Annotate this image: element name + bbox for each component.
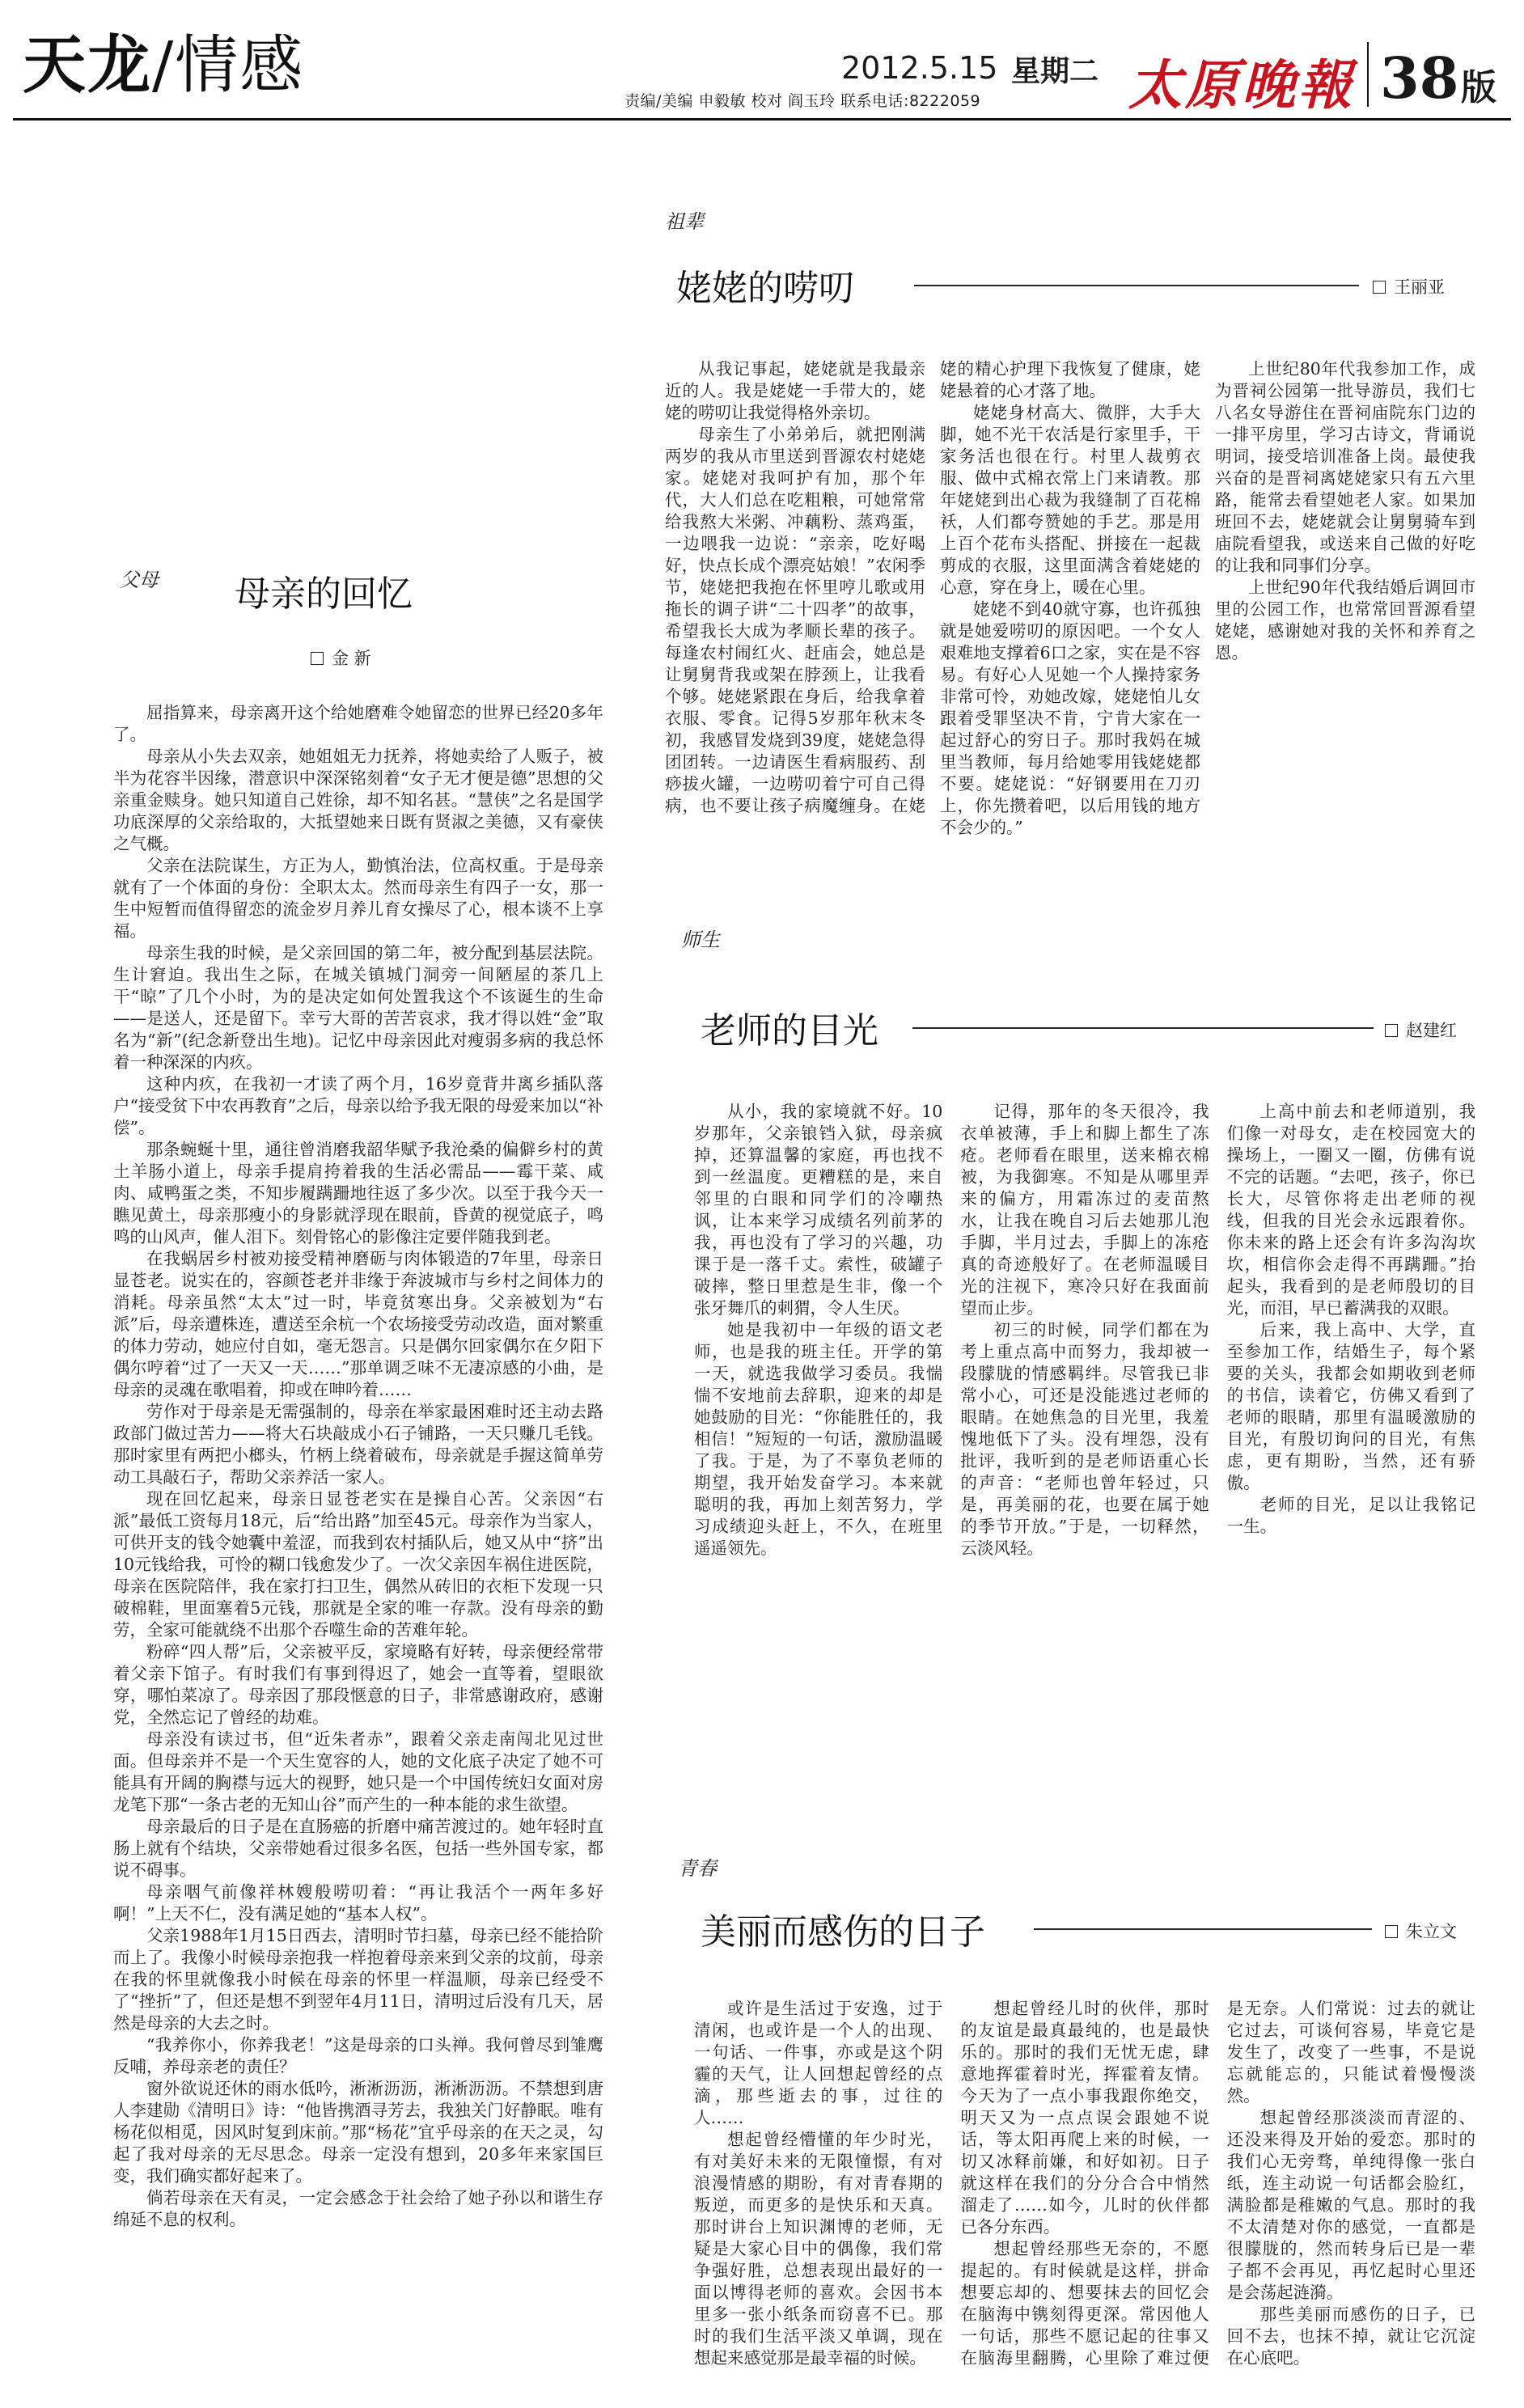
teacher-title: 老师的目光	[701, 1010, 878, 1052]
grandma-title-rule	[914, 285, 1359, 286]
mother-paragraph: 劳作对于母亲是无需强制的，母亲在举家最困难时还主动去路政部门做过苦力——将大石块敲成小石子铺路，一天只赚几毛钱。那时家里有两把小榔头，竹柄上绕着破布，母亲就是手握这简单劳动工具敲石子，帮助父亲养活一家人。	[113, 1402, 603, 1487]
mother-paragraph: 那条蜿蜒十里，通往曾消磨我韶华赋予我沧桑的偏僻乡村的黄土羊肠小道上，母亲手提肩挎着我的生活必需品——霉干菜、咸肉、咸鸭蛋之类，不知步履蹒跚地往返了多少次。以至于我今天一瞧见黄土，母亲那瘦小的身影就浮现在眼前，昏黄的视觉底子，鸣鸣的山风声，催人泪下。刻骨铭心的影像注定要伴随我到老。	[113, 1140, 603, 1246]
mother-body	[113, 702, 603, 2360]
teacher-paragraph: 从小，我的家境就不好。10岁那年，父亲锒铛入狱，母亲疯掉，还算温馨的家庭，再也找不到一丝温度。更糟糕的是，来自邻里的白眼和同学们的冷嘲热讽，让本来学习成绩名列前茅的我，再也没有了学习的兴趣，功课于是一落千丈。索性，破罐子破摔，整日里惹是生非，像一个张牙舞爪的刺猬，令人生厌。	[694, 1102, 943, 1318]
grandma-body	[665, 358, 1475, 845]
section-title	[23, 28, 305, 102]
youth-paragraph: 想起曾经懵懂的年少时光，有对美好未来的无限憧憬，有对浪漫情感的期盼，有对青春期的叛逆，而更多的是快乐和天真。那时讲台上知识渊博的老师，无疑是大家心目中的偶像，我们常争强好胜，总想表现出最好的一面以博得老师的喜欢。会因书本里多一张小纸条而窃喜不已。那时的我们生活平淡又单调，现在想起来感觉那是最幸福的时候。	[694, 2130, 943, 2368]
mother-paragraph: 粉碎“四人帮”后，父亲被平反，家境略有好转，母亲便经常带着父亲下馆子。有时我们有事到得迟了，她会一直等着，望眼欲穿，哪怕菜凉了。母亲因了那段惬意的日子，非常感谢政府，感谢党，全然忘记了曾经的劫难。	[113, 1642, 603, 1727]
mother-kicker: 父母	[120, 569, 159, 591]
youth-title: 美丽而感伤的日子	[701, 1911, 985, 1953]
youth-paragraph: 想起曾经那淡淡而青涩的、还没来得及开始的爱恋。那时的我们心无旁骛，单纯得像一张白纸，连主动说一句话都会脸红，满脸都是稚嫩的气息。那时的我不太清楚对你的感觉，一直都是很朦胧的，然而转身后已是一辈子都不会再见，再忆起时心里还是会荡起涟漪。	[1226, 2108, 1475, 2302]
section-slash: /	[152, 29, 176, 102]
grandma-paragraph: 上世纪90年代我结婚后调回市里的公园工作，也常常回晋源看望姥姥，感谢她对我的关怀和养育之恩。	[1215, 578, 1475, 662]
teacher-paragraph: 初三的时候，同学们都在为考上重点高中而努力，我却被一段朦胧的情感羁绊。尽管我已非常小心，可还是没能逃过老师的眼睛。在她焦急的目光里，我羞愧地低下了头。没有埋怨，没有批评，我听到的是老师语重心长的声音：“老师也曾年轻过，只是，再美丽的花，也要在属于她的季节开放。”于是，一切释然，云淡风轻。	[960, 1320, 1209, 1558]
mother-paragraph: 母亲咽气前像祥林嫂般唠叨着：“再让我活个一两年多好啊！”上天不仁，没有满足她的“基本人权”。	[113, 1882, 603, 1923]
grandma-kicker: 祖辈	[665, 210, 704, 233]
teacher-author: 赵建红	[1406, 1021, 1457, 1040]
issue-date: 2012.5.15	[841, 50, 998, 86]
teacher-paragraph: 老师的目光，足以让我铭记一生。	[1226, 1495, 1475, 1536]
mother-paragraph: 母亲最后的日子是在直肠癌的折磨中痛苦渡过的。她年轻时直肠上就有个结块，父亲带她看过很多名医，包括一些外国专家，都说不碍事。	[113, 1817, 603, 1880]
page-number-suffix: 版	[1461, 67, 1496, 108]
mother-paragraph: “我养你小，你养我老！”这是母亲的口头禅。我何曾尽到雏鹰反哺，养母亲老的责任？	[113, 2035, 603, 2076]
editor-credits: 责编/美编 申毅敏 校对 阎玉玲 联系电话:8222059	[624, 92, 981, 110]
section-name: 天龙	[23, 28, 153, 102]
teacher-title-rule	[912, 1027, 1374, 1029]
mother-paragraph: 父亲1988年1月15日西去，清明时节扫墓，母亲已经不能拾阶而上了。我像小时候母亲抱我一样抱着母亲来到父亲的坟前，母亲在我的怀里就像我小时候在母亲的怀里一样温顺，母亲已经受不了“挫折”了，但还是想不到翌年4月11日，清明过后没有几天，居然是母亲的大去之时。	[113, 1926, 603, 2033]
mother-title: 母亲的回忆	[235, 573, 413, 615]
teacher-paragraph: 她是我初中一年级的语文老师，也是我的班主任。开学的第一天，就选我做学习委员。我惴惴不安地前去辞职，迎来的却是她鼓励的目光：“你能胜任的，我相信！”短短的一句话，激励温暖了我。于是，为了不辜负老师的期望，我开始发奋学习。本来就聪明的我，再加上刻苦努力，学习成绩迎头赶上，不久，在班里遥遥领先。	[694, 1320, 943, 1558]
byline-box-icon	[1385, 1925, 1398, 1938]
mother-paragraph: 母亲生我的时候，是父亲回国的第二年，被分配到基层法院。生计窘迫。我出生之际，在城关镇城门洞旁一间陋屋的茶几上干“晾”了几个小时，为的是决定如何处置我这个不该诞生的生命——是送人，还是留下。幸亏大哥的苦苦哀求，我才得以姓“金”取名为“新”(纪念新登出生地)。记忆中母亲因此对瘦弱多病的我总怀着一种深深的内疚。	[113, 943, 603, 1072]
grandma-paragraph: 母亲生了小弟弟后，就把刚满两岁的我从市里送到晋源农村姥姥家。姥姥对我呵护有加，那个年代，大人们总在吃粗粮，可她常常给我熬大米粥、冲藕粉、蒸鸡蛋，一边喂我一边说：“亲亲，吃好喝好，快点长成个漂亮姑娘！”农闲季节，姥姥把我抱在怀里哼儿歌或用拖长的调子讲“二十四孝”的故事，希望我长大成为孝顺长辈的孩子。每逢农村闹红火、赶庙会，她总是让舅舅背我或架在脖颈上，让我看个够。姥姥紧跟在身后，给我拿着衣服、零食。记得5岁那年秋末冬初，我感冒发烧到39度，姥姥急得团团转。一边请医生看病服药、刮痧拔火罐，一边唠叨着宁可自己得病，也不要让孩子病魔缠身。在姥姥的精心护理下我恢复了健康，姥姥悬着的心才落了地。	[665, 359, 1200, 815]
teacher-paragraph: 后来，我上高中、大学，直至参加工作，结婚生子，每个紧要的关头，我都会如期收到老师的书信，读着它，仿佛又看到了老师的眼睛，那里有温暖激励的目光，有殷切询问的目光，有焦虑，更有期盼，当然，还有骄傲。	[1226, 1320, 1475, 1492]
mother-paragraph: 窗外欲说还休的雨水低吟，淅淅沥沥，淅淅沥沥。不禁想到唐人李建勋《清明日》诗：“他皆携酒寻芳去，我独关门好静眠。唯有杨花似相觅，因风时复到床前。”那“杨花”宜乎母亲的在天之灵，勾起了我对母亲的无尽思念。母亲一定没有想到，20多年来家国巨变，我们确实都好起来了。	[113, 2079, 603, 2186]
mother-paragraph: 父亲在法院谋生，方正为人，勤慎治法，位高权重。于是母亲就有了一个体面的身份：全职太太。然而母亲生有四子一女，那一生中短暂而值得留恋的流金岁月养儿育女操尽了心，根本谈不上享福。	[113, 856, 603, 941]
mother-paragraph: 屈指算来，母亲离开这个给她磨难令她留恋的世界已经20多年了。	[113, 703, 603, 744]
mother-paragraph: 在我蜗居乡村被劝接受精神磨砺与肉体锻造的7年里，母亲日显苍老。说实在的，容颜苍老并非缘于奔波城市与乡村之间体力的消耗。母亲虽然“太太”过一时，毕竟贫寒出身。父亲被划为“右派”后，母亲遭株连，遭送至余杭一个农场接受劳动改造，面对繁重的体力劳动，她应付自如，毫无怨言。只是偶尔回家偶尔在夕阳下偶尔哼着“过了一天又一天……”那单调乏味不无凄凉感的小曲，是母亲的灵魂在歌唱着，抑或在呻吟着……	[113, 1249, 603, 1399]
subsection-name: 情感	[175, 29, 305, 102]
grandma-paragraph: 上世纪80年代我参加工作，成为晋祠公园第一批导游员，我们七八名女导游住在晋祠庙院东门边的一排平房里，学习古诗文，背诵说明词，接受培训准备上岗。最使我兴奋的是晋祠离姥姥家只有五六里路，能常去看望她老人家。如果加班回不去，姥姥就会让舅舅骑车到庙院看望我，或送来自己做的好吃的让我和同事们分享。	[1215, 359, 1475, 575]
youth-body	[694, 1998, 1475, 2378]
youth-byline	[1385, 1919, 1457, 1943]
teacher-body	[694, 1101, 1475, 1589]
grandma-title: 姥姥的唠叨	[676, 268, 854, 309]
mother-paragraph: 现在回忆起来，母亲日显苍老实在是操自心苦。父亲因“右派”最低工资每月18元，后“给出路”加至45元。母亲作为当家人，可供开支的钱令她囊中羞涩，而我到农村插队后，她又从中“挤”出10元钱给我，可怜的糊口钱愈发少了。一次父亲因车祸住进医院，母亲在医院陪伴，我在家打扫卫生，偶然从砖旧的衣柜下发现一只破棉鞋，里面塞着5元钱，那就是全家的唯一存款。没有母亲的勤劳，全家可能就绕不出那个吞噬生命的苦难年轮。	[113, 1489, 603, 1640]
grandma-paragraph: 姥姥身材高大、微胖，大手大脚，她不光干农活是行家里手，干家务活也很在行。村里人裁剪衣服、做中式棉衣常上门来请教。那年姥姥到出心裁为我缝制了百花棉袄，人们都夸赞她的手艺。那是用上百个花布头搭配、拼接在一起裁剪成的衣服，这里面满含着姥姥的心意，穿在身上，暖在心里。	[940, 403, 1200, 597]
newspaper-logo: 太原晚報	[1128, 53, 1355, 116]
teacher-kicker: 师生	[681, 929, 720, 951]
grandma-paragraph: 从我记事起，姥姥就是我最亲近的人。我是姥姥一手带大的，姥姥的唠叨让我觉得格外亲切。	[665, 359, 925, 422]
youth-paragraph: 那些美丽而感伤的日子，已回不去，也抹不掉，就让它沉淀在心底吧。	[1226, 2304, 1475, 2368]
byline-box-icon	[1385, 1024, 1398, 1037]
grandma-author: 王丽亚	[1394, 277, 1445, 297]
teacher-paragraph: 记得，那年的冬天很冷，我衣单被薄，手上和脚上都生了冻疮。老师看在眼里，送来棉衣棉被，为我御寒。不知是从哪里弄来的偏方，用霜冻过的麦苗熬水，让我在晚自习后去她那儿泡手脚，半月过去，手脚上的冻疮真的奇迹般好了。在老师温暖目光的注视下，寒冷只好在我面前望而止步。	[960, 1102, 1209, 1318]
byline-box-icon	[1373, 281, 1386, 294]
byline-box-icon	[311, 652, 324, 665]
youth-title-rule	[1034, 1928, 1372, 1930]
header-rule	[13, 118, 1511, 121]
mother-author: 金 新	[332, 649, 371, 668]
teacher-byline	[1385, 1018, 1457, 1042]
mother-paragraph: 母亲没有读过书，但“近朱者赤”，跟着父亲走南闯北见过世面。但母亲并不是一个天生宽容的人，她的文化底子决定了她不可能具有开阔的胸襟与远大的视野，她只是一个中国传统妇女面对房龙笔下那“一条古老的无知山谷”而产生的一种本能的求生欲望。	[113, 1729, 603, 1814]
issue-weekday: 星期二	[1011, 55, 1099, 88]
mother-paragraph: 这种内疚，在我初一才读了两个月，16岁竟背井离乡插队落户“接受贫下中农再教育”之后，母亲以给予我无限的母爱来加以“补偿”。	[113, 1074, 603, 1137]
mother-paragraph: 倘若母亲在天有灵，一定会感念于社会给了她子孙以和谐生存绵延不息的权利。	[113, 2188, 603, 2229]
teacher-paragraph: 上高中前去和老师道别，我们像一对母女，走在校园宽大的操场上，一圈又一圈，仿佛有说不完的话题。“去吧，孩子，你已长大，尽管你将走出老师的视线，但我的目光会永远跟着你。你未来的路上还会有许多沟沟坎坎，相信你会走得不再蹒跚。”抬起头，我看到的是老师殷切的目光，而泪，早已蓄满我的双眼。	[1226, 1102, 1475, 1318]
youth-paragraph: 或许是生活过于安逸，过于清闲，也或许是一个人的出现、一句话、一件事，亦或是这个阴霾的天气，让人回想起曾经的点滴，那些逝去的事，过往的人……	[694, 1999, 943, 2127]
mother-byline	[311, 645, 371, 670]
mother-paragraph: 母亲从小失去双亲，她姐姐无力抚养，将她卖给了人贩子，被半为花容半因缘，潜意识中深深铭刻着“女子无才便是德”思想的父亲重金赎身。她只知道自己姓徐，却不知名甚。“慧侠”之名是国学功底深厚的父亲给取的，大抵望她来日既有贤淑之美德，又有豪侠之气概。	[113, 747, 603, 853]
youth-author: 朱立文	[1406, 1922, 1457, 1941]
youth-paragraph: 想起曾经儿时的伙伴，那时的友谊是最真最纯的，也是最快乐的。那时的我们无忧无虑，肆意地挥霍着时光，挥霍着友情。今天为了一点小事我跟你绝交，明天又为一点点误会跟她不说话，等太阳再爬上来的时候，一切又冰释前嫌，和好如初。日子就这样在我们的分分合合中悄然溜走了……如今，儿时的伙伴都已各分东西。	[960, 1999, 1209, 2237]
page-number: 38	[1380, 44, 1459, 112]
youth-paragraph: 想起曾经那些无奈的，不愿提起的。有时候就是这样，拼命想要忘却的、想要抹去的回忆会在脑海中镌刻得更深。常因他人一句话，那些不愿记起的往事又在脑海里翻腾，心里除了难过便是无奈。人们常说：过去的就让它过去，可谈何容易，毕竟它是发生了，改变了一些事，不是说忘就能忘的，只能试着慢慢淡然。	[960, 1999, 1475, 2368]
grandma-paragraph: 姥姥不到40就守寡，也许孤独就是她爱唠叨的原因吧。一个女人艰难地支撑着6口之家，实在是不容易。有好心人见她一个人操持家务非常可怜，劝她改嫁，姥姥怕儿女跟着受罪坚决不肯，宁肯大家在一起过舒心的穷日子。那时我妈在城里当教师，每月给她零用钱姥姥都不要。姥姥说：“好钢要用在刀刃上，你先攒着吧，以后用钱的地方不会少的。”	[940, 599, 1200, 837]
grandma-byline	[1373, 274, 1445, 298]
header-divider	[1367, 42, 1369, 107]
youth-kicker: 青春	[678, 1857, 717, 1880]
